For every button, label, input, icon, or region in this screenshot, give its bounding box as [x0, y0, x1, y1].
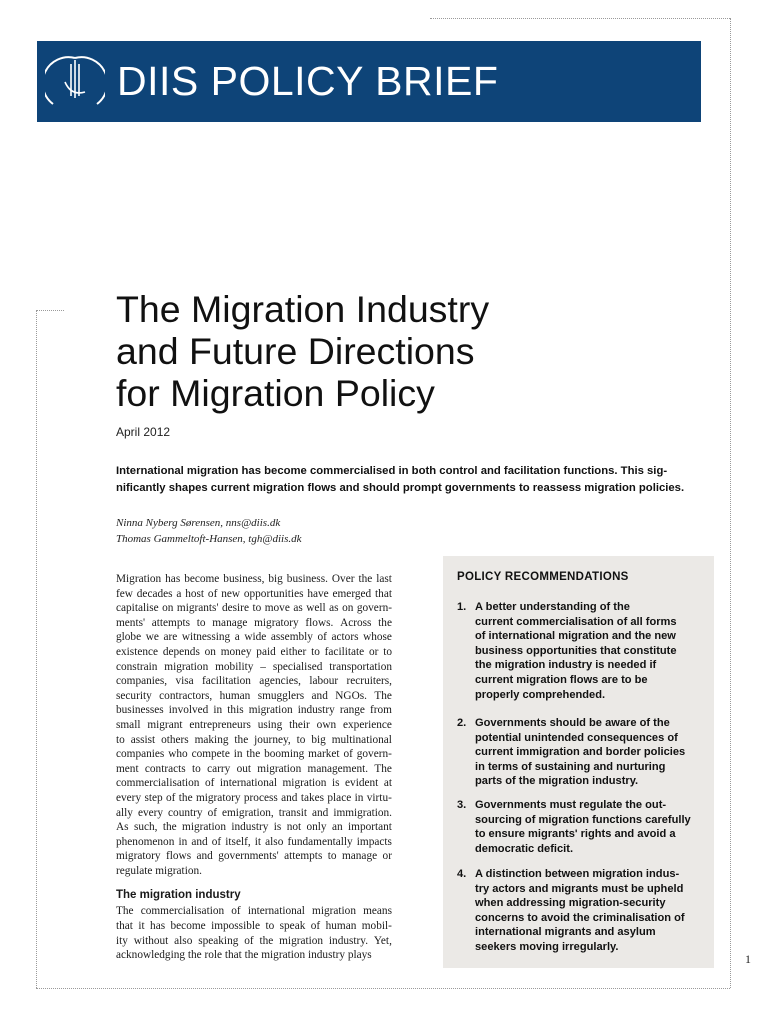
recommendation-line: concerns to avoid the criminalisation of — [475, 911, 685, 924]
frame-right-line — [730, 18, 731, 988]
text-line: migratory flows and governments' attempts to manage or — [116, 850, 392, 863]
lede-summary — [116, 463, 716, 497]
recommendation-line: when addressing migration-security — [475, 897, 666, 910]
recommendation-item — [457, 716, 707, 789]
recommendation-text — [475, 798, 707, 856]
text-line: businesses involved in this migration industry range from — [116, 704, 392, 717]
recommendation-line: current immigration and border policies — [475, 746, 686, 759]
text-line: regulate migration. — [116, 864, 202, 877]
recommendation-number: 4. — [457, 868, 467, 880]
text-line: companies, visa facilitation agencies, labour recruiters, — [116, 675, 392, 688]
text-line: ments' attempts to manage migratory flows. Across the — [116, 616, 392, 629]
section-subheading: The migration industry — [116, 889, 241, 902]
policy-recommendations-box — [443, 556, 714, 968]
frame-top-line — [430, 18, 730, 19]
recommendation-line: try actors and migrants must be upheld — [475, 882, 684, 895]
text-line: every step of the migratory process and takes place in virtu- — [116, 791, 392, 804]
diis-logo-icon — [45, 52, 105, 112]
authors — [116, 515, 302, 547]
publication-date: April 2012 — [116, 425, 171, 439]
recommendation-line: potential unintended consequences of — [475, 731, 678, 744]
body-paragraph — [116, 904, 392, 962]
text-line: security contractors, human smugglers and NGOs. The — [116, 689, 392, 702]
recommendation-line: in terms of sustaining and nurturing — [475, 760, 666, 773]
text-line: constrain migration mobility – specialised transportation — [116, 660, 392, 673]
recommendation-line: democratic deficit. — [475, 842, 574, 855]
title-line: and Future Directions — [116, 330, 475, 372]
text-line: capitalise on migrants' desire to move as well as on govern- — [116, 602, 392, 615]
recommendation-number: 3. — [457, 799, 467, 811]
lede-line: International migration has become commercialised in both control and facilitation functions. This sig- — [116, 465, 668, 477]
text-line: ment contracts to carry out migration management. The — [116, 762, 392, 775]
recommendation-line: A better understanding of the — [475, 601, 630, 613]
text-line: few decades a host of new opportunities have emerged that — [116, 587, 392, 600]
recommendation-line: sourcing of migration functions carefully — [475, 813, 691, 826]
recommendation-item — [457, 867, 707, 955]
author-line: Thomas Gammeltoft-Hansen, tgh@diis.dk — [116, 533, 302, 545]
recommendation-line: current commercialisation of all forms — [475, 615, 677, 628]
recommendation-text — [475, 716, 707, 789]
text-line: existence depends on money paid either to facilitate or to — [116, 645, 392, 658]
document-title — [116, 288, 636, 414]
banner-title: DIIS POLICY BRIEF — [117, 58, 499, 104]
recommendation-line: to ensure migrants' rights and avoid a — [475, 828, 676, 841]
recommendation-line: current migration flows are to be — [475, 673, 648, 686]
lede-line: nificantly shapes current migration flows and should prompt governments to reassess migration policies. — [116, 482, 685, 494]
recommendation-line: of international migration and the new — [475, 630, 676, 643]
recommendation-item — [457, 600, 707, 702]
frame-bottom-line — [36, 988, 730, 989]
recommendation-line: A distinction between migration indus- — [475, 868, 680, 880]
recommendation-item — [457, 798, 707, 856]
text-line: phenomenon in and of itself, it also fundamentally impacts — [116, 835, 392, 848]
text-line: ity without also speaking of the migration industry. Yet, — [116, 934, 392, 947]
text-line: As such, the migration industry is not only an important — [116, 821, 392, 834]
text-line: globe we are witnessing a wide assembly of actors whose — [116, 631, 392, 644]
title-line: The Migration Industry — [116, 288, 490, 330]
recommendation-text — [475, 867, 707, 955]
text-line: acknowledging the role that the migration industry plays — [116, 949, 372, 962]
recommendation-line: properly comprehended. — [475, 688, 606, 701]
text-line: The commercialisation of international migration means — [116, 905, 392, 918]
text-line: companies who compete in the booming market of govern- — [116, 748, 392, 761]
recommendation-number: 2. — [457, 717, 467, 729]
recommendation-line: business opportunities that constitute — [475, 644, 677, 657]
frame-left-tick — [36, 310, 64, 311]
recommendation-line: international migrants and asylum — [475, 926, 656, 939]
text-line: small migrant entrepreneurs using their own experience — [116, 718, 392, 731]
recommendation-line: the migration industry is needed if — [475, 659, 657, 672]
recommendation-line: Governments should be aware of the — [475, 717, 670, 729]
frame-left-line — [36, 310, 37, 988]
body-paragraph — [116, 572, 392, 878]
body-column — [116, 572, 392, 963]
text-line: commercialisation of international migration is evident at — [116, 777, 392, 790]
recommendation-text — [475, 600, 707, 702]
recommendations-title: POLICY RECOMMENDATIONS — [457, 571, 629, 583]
recommendation-line: Governments must regulate the out- — [475, 799, 667, 811]
text-line: Migration has become business, big business. Over the last — [116, 573, 392, 585]
recommendation-line: seekers moving irregularly. — [475, 940, 619, 953]
text-line: to assist others making the journey, to big multinational — [116, 733, 392, 746]
page-number: 1 — [745, 952, 751, 966]
header-banner — [37, 41, 701, 122]
author-line: Ninna Nyberg Sørensen, nns@diis.dk — [116, 517, 281, 529]
recommendation-number: 1. — [457, 601, 467, 613]
title-line: for Migration Policy — [116, 372, 435, 414]
text-line: that it has become impossible to speak of human mobil- — [116, 920, 392, 933]
text-line: ally every country of emigration, transit and immigration. — [116, 806, 392, 819]
recommendation-line: parts of the migration industry. — [475, 775, 639, 788]
